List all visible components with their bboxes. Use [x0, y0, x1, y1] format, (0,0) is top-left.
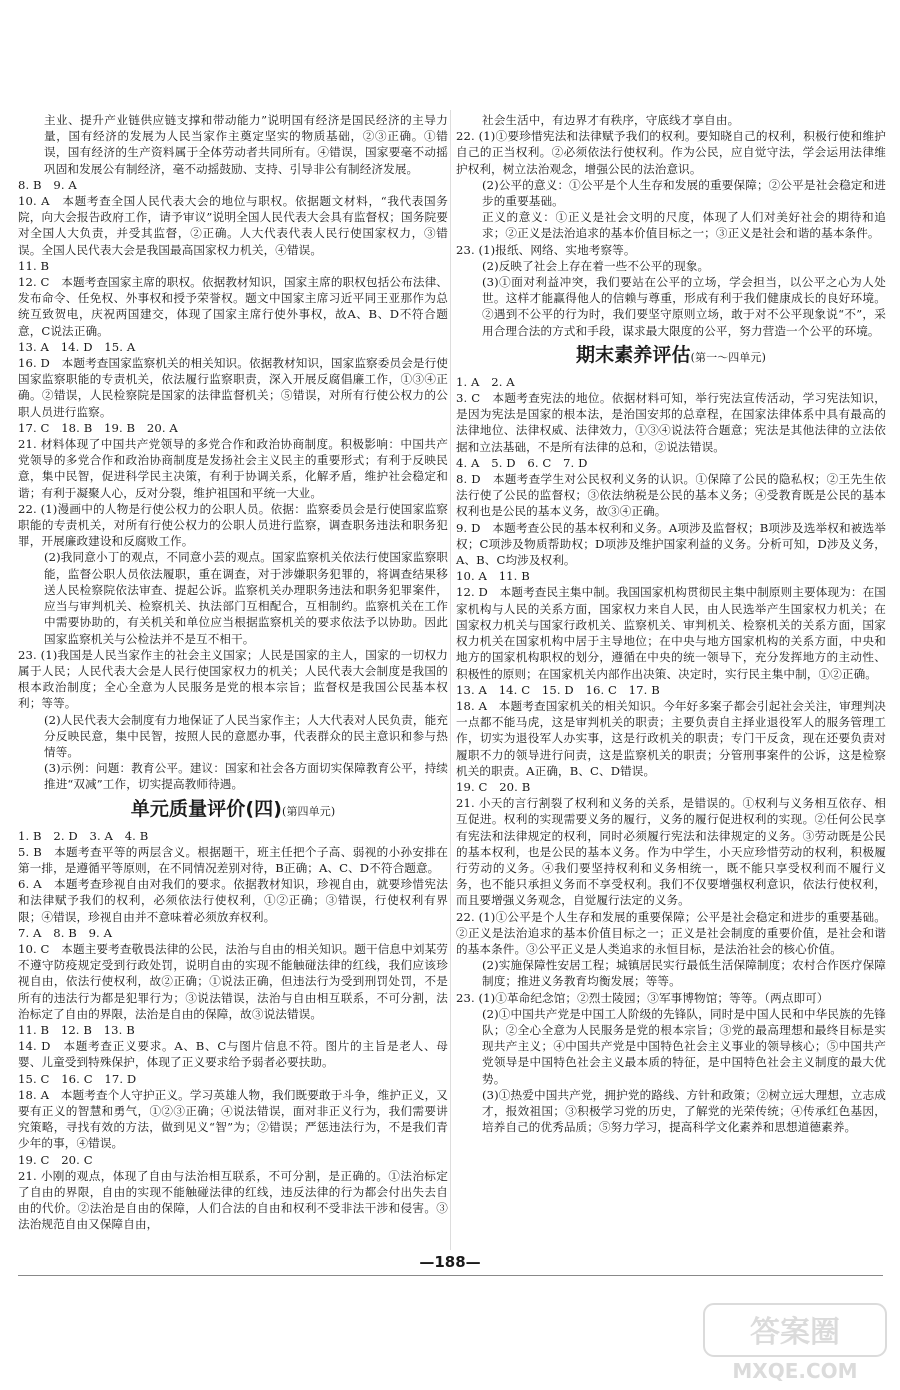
answer-paragraph: 9. D 本题考查公民的基本权利和义务。A项涉及监督权；B项涉及选举权和被选举权；C项涉及物质帮助权；D项涉及维护国家利益的义务。分析可知，D涉及义务，A、B、C均涉及权利。	[456, 520, 886, 568]
section-title: 单元质量评价(四)	[130, 797, 283, 820]
section-title: 期末素养评估	[576, 343, 691, 366]
answer-paragraph: 6. A 本题考查珍视自由对我们的要求。依据教材知识，珍视自由，就要珍惜宪法和法律赋予我们的权利，必须依法行使权利，①②正确；③错误，行使权利有界限；④错误，珍视自由并不意味着必须放弃权利。	[18, 877, 448, 924]
answer-paragraph: 7. A 8. B 9. A	[18, 925, 113, 940]
svg-text:MXQE.COM: MXQE.COM	[732, 1359, 858, 1383]
answer-paragraph: 1. B 2. D 3. A 4. B	[18, 828, 149, 843]
answer-paragraph: 23. (1)我国是人民当家作主的社会主义国家；人民是国家的主人，国家的一切权力属于人民；人民代表大会是人民行使国家权力的机关；人民代表大会制度是我国的根本政治制度；全心全意为人民服务是党的根本宗旨；监督权是我国公民基本权利；等等。	[18, 647, 448, 711]
section-subtitle: (第四单元)	[282, 804, 336, 818]
answer-paragraph: 21. 材料体现了中国共产党领导的多党合作和政治协商制度。积极影响：中国共产党领导的多党合作和政治协商制度是发扬社会主义民主的重要形式；有利于反映民意，集中民智，促进科学民主决策，有利于协调关系，化解矛盾，维护社会稳定和谐；有利于凝聚人心，反对分裂，维护祖国和平统一大业。	[18, 437, 448, 500]
answer-paragraph: (3)①面对利益冲突，我们要站在公平的立场，学会担当，以公平之心为人处世。这样才能赢得他人的信赖与尊重，形成有利于我们健康成长的良好环境。②遇到不公平的行为时，我们要坚守原则立场，敢于对不公平现象说“不”，采用合理合法的方式和手段，谋求最大限度的公平，努力营造一个公平的环境。	[482, 275, 886, 338]
answer-paragraph: 22. (1)漫画中的人物是行使公权力的公职人员。依据：监察委员会是行使国家监察职能的专责机关，对所有行使公权力的公职人员进行监察，调查职务违法和职务犯罪，开展廉政建设和反腐败工作。	[18, 501, 448, 549]
page-number: —188—	[419, 1253, 481, 1271]
column-divider	[450, 110, 451, 1250]
answer-paragraph: 社会生活中，有边界才有秩序，守底线才享自由。	[482, 113, 740, 127]
answer-paragraph: 3. C 本题考查宪法的地位。依据材料可知，举行宪法宣传活动，学习宪法知识，是因为宪法是国家的根本法，是治国安邦的总章程，在国家法律体系中具有最高的法律地位、法律权威、法律效力，①③④说法符合题意；宪法是其他法律的立法依据和立法基础，不是所有法律的总和，②说法错误。	[456, 391, 886, 454]
answer-paragraph: 主业、提升产业链供应链支撑和带动能力”说明国有经济是国民经济的主导力量，国有经济的发展为人民当家作主奠定坚实的物质基础，②③正确。①错误，国有经济的生产资料属于全体劳动者共同所有。④错误，国家要毫不动摇巩固和发展公有制经济，毫不动摇鼓励、支持、引导非公有制经济发展。	[44, 113, 448, 176]
answer-paragraph: (3)示例：问题：教育公平。建议：国家和社会各方面切实保障教育公平，持续推进“双减”工作，切实提高教师待遇。	[44, 761, 448, 792]
answer-paragraph: 22. (1)①公平是个人生存和发展的重要保障；公平是社会稳定和进步的重要基础。②正义是法治追求的基本价值目标之一；正义是社会制度的重要价值，是社会和谐的基本条件。③公平正义是人类追求的永恒目标，是法治社会的核心价值。	[456, 909, 886, 956]
answer-paragraph: 1. A 2. A	[456, 374, 515, 389]
answer-paragraph: 5. B 本题考查平等的两层含义。根据题干，班主任把个子高、弱视的小孙安排在第一排，是遵循平等原则，在不同情况差别对待，B正确；A、C、D不符合题意。	[18, 844, 448, 875]
answer-paragraph: 10. C 本题主要考查敬畏法律的公民，法治与自由的相关知识。题干信息中刘某劳不遵守防疫规定受到行政处罚，说明自由的实现不能触碰法律的红线，我们应该珍视自由，依法行使权利，故②正确；①说法正确，但违法行为受到刑罚处罚，不是所有的违法行为都是犯罪行为；③说法错误，法治与自由相互联系，不可分割，法治标定了自由的界限，法治是自由的保障，故③说法错误。	[18, 941, 448, 1021]
left-column	[18, 112, 448, 1233]
answer-paragraph: 21. 小天的言行割裂了权利和义务的关系，是错误的。①权利与义务相互依存、相互促进。权利的实现需要义务的履行，义务的履行促进权利的实现。②任何公民享有宪法和法律规定的权利，同时必须履行宪法和法律规定的义务。③劳动既是公民的基本权利，也是公民的基本义务。作为中学生，小天应珍惜劳动的权利，积极履行劳动的义务。④我们要坚持权利和义务相统一，既不能只享受权利而不履行义务，也不能只承担义务而不享受权利。我们不仅要增强权利意识，依法行使权利，而且要增强义务观念，自觉履行法定的义务。	[456, 796, 886, 908]
answer-paragraph: (2)我同意小丁的观点，不同意小芸的观点。国家监察机关依法行使国家监察职能，监督公职人员依法履职，重在调查，对于涉嫌职务犯罪的，将调查结果移送人民检察院依法审查、提起公诉。监察机关办理职务违法和职务犯罪案件，应当与审判机关、检察机关、执法部门互相配合，互相制约。监察机关在工作中需要协助的，有关机关和单位应当根据监察机关的要求依法予以协助。因此国家监察机关与公检法并不是互不相干。	[44, 550, 448, 646]
answer-paragraph: 4. A 5. D 6. C 7. D	[456, 455, 588, 470]
answer-paragraph: 19. C 20. B	[456, 779, 531, 794]
svg-text:答案圈: 答案圈	[750, 1315, 840, 1350]
answer-paragraph: 10. A 11. B	[456, 569, 530, 584]
answer-paragraph: 8. B 9. A	[18, 177, 77, 192]
answer-paragraph: (2)反映了社会上存在着一些不公平的现象。	[482, 258, 710, 273]
answer-paragraph: 10. A 本题考查全国人民代表大会的地位与职权。依据题文材料，“我代表国务院，向大会报告政府工作，请予审议”说明全国人民代表大会具有监督权；国务院要对全国人大负责，并受其监督，②正确。人大代表代表人民行使国家权力，③错误。全国人民代表大会是我国最高国家权力机关，④错误。	[18, 194, 448, 257]
answer-paragraph: 8. D 本题考查学生对公民权利义务的认识。①保障了公民的隐私权；②王先生依法行使了公民的监督权；③依法纳税是公民的基本义务；④受教育既是公民的基本权利也是公民的基本义务，故③④正确。	[456, 472, 886, 519]
answer-paragraph: 13. A 14. C 15. D 16. C 17. B	[456, 682, 660, 697]
answer-paragraph: 16. D 本题考查国家监察机关的相关知识。依据教材知识，国家监察委员会是行使国家监察职能的专责机关，依法履行监察职责，深入开展反腐倡廉工作，①③④正确。②错误，人民检察院是国家的法律监督机关；⑤错误，对所有行使公权力的公职人员进行监察。	[18, 356, 448, 419]
answer-paragraph: 18. A 本题考查国家机关的相关知识。今年好多案子都会引起社会关注，审理判决一点都不能马虎，这是审判机关的职责；主要负责自主择业退役军人的服务管理工作，切实为退役军人办实事，这是行政机关的职责；专门干反贪，现在还要负责对履职不力的领导进行问责，这是监察机关的职责；分管刑事案件的公诉，这是检察机关的职责。A正确，B、C、D错误。	[456, 698, 886, 778]
section-heading	[18, 795, 448, 826]
answer-paragraph: 12. D 本题考查民主集中制。我国国家机构贯彻民主集中制原则主要体现为：在国家机构与人民的关系方面，国家权力来自人民，由人民选举产生国家权力机关；在国家权力机关与国家行政机关、监察机关、审判机关、检察机关的关系方面，国家权力机关在国家机构中居于主导地位；在中央与地方国家机构的关系方面，中央和地方的国家机构职权的划分，遵循在中央的统一领导下，充分发挥地方的主动性、积极性的原则；在国家机关内部作出决策、决定时，实行民主集中制，①②正确。	[456, 585, 886, 681]
answer-paragraph: 11. B 12. B 13. B	[18, 1022, 135, 1037]
answer-paragraph: 11. B	[18, 258, 50, 273]
footer-rule	[18, 1275, 883, 1276]
answer-paragraph: 19. C 20. C	[18, 1152, 93, 1167]
watermark-logo	[700, 1300, 890, 1385]
answer-paragraph: 12. C 本题考查国家主席的职权。依据教材知识，国家主席的职权包括公布法律、发布命令、任免权、外事权和授予荣誉权。题文中国家主席习近平同王亚那作为总统互致贺电，庆祝两国建交，体现了国家主席行使外事权，故A、B、D不符合题意，C说法正确。	[18, 275, 448, 338]
answer-paragraph: 23. (1)报纸、网络、实地考察等。	[456, 242, 636, 257]
answer-paragraph: (2)人民代表大会制度有力地保证了人民当家作主；人大代表对人民负责，能充分反映民意，集中民智，按照人民的意愿办事，代表群众的民主意识和参与热情等。	[44, 712, 448, 759]
answer-paragraph: 14. D 本题考查正义要求。A、B、C与图片信息不符。图片的主旨是老人、母婴、儿童受到特殊保护，体现了正义要求给予弱者必要扶助。	[18, 1039, 448, 1070]
answer-paragraph: 15. C 16. C 17. D	[18, 1071, 137, 1086]
answer-paragraph: (3)①热爱中国共产党，拥护党的路线、方针和政策；②树立远大理想，立志成才，报效祖国；③积极学习党的历史，了解党的光荣传统；④传承红色基因，培养自己的优秀品质；⑤努力学习，提高科学文化素养和思想道德素养。	[482, 1087, 886, 1135]
right-column	[456, 112, 886, 1135]
answer-paragraph: 18. A 本题考查个人守护正义。学习英雄人物，我们既要敢于斗争，维护正义，又要有正义的智慧和勇气，①②③正确；④说法错误，面对非正义行为，我们需要讲究策略，寻找有效的方法，做到见义“智”为；②错误；严惩违法行为，不是我们青少年的事，④错误。	[18, 1087, 448, 1151]
answer-paragraph: (2)实施保障性安居工程；城镇居民实行最低生活保障制度；农村合作医疗保障制度；推进义务教育均衡发展；等等。	[482, 958, 886, 989]
section-heading	[456, 341, 886, 372]
answer-paragraph: (2)公平的意义：①公平是个人生存和发展的重要保障；②公平是社会稳定和进步的重要基础。	[482, 177, 886, 209]
section-subtitle: (第一～四单元)	[690, 350, 766, 364]
answer-paragraph: 22. (1)①要珍惜宪法和法律赋予我们的权利。要知晓自己的权利，积极行使和维护自己的正当权利。②必须依法行使权利。作为公民，应自觉守法，学会运用法律维护权利，树立法治观念，增强公民的法治意识。	[456, 129, 886, 176]
answer-paragraph: 正义的意义：①正义是社会文明的尺度，体现了人们对美好社会的期待和追求；②正义是法治追求的基本价值目标之一；③正义是社会和谐的基本条件。	[482, 210, 886, 241]
answer-paragraph: 23. (1)①革命纪念馆；②烈士陵园；③军事博物馆；等等。（两点即可）	[456, 990, 829, 1005]
answer-paragraph: 13. A 14. D 15. A	[18, 339, 136, 354]
answer-paragraph: 21. 小刚的观点，体现了自由与法治相互联系，不可分割，是正确的。①法治标定了自由的界限，自由的实现不能触碰法律的红线，违反法律的行为都会付出失去自由的代价。②法治是自由的保障，人们合法的自由和权利不受非法干涉和侵害。③法治规范自由又保障自由，	[18, 1168, 448, 1232]
answer-paragraph: (2)①中国共产党是中国工人阶级的先锋队，同时是中国人民和中华民族的先锋队；②全心全意为人民服务是党的根本宗旨；③党的最高理想和最终目标是实现共产主义；④中国共产党是中国特色社会主义事业的领导核心；⑤中国共产党领导是中国特色社会主义最本质的特征，是中国特色社会主义制度的最大优势。	[482, 1006, 886, 1086]
answer-paragraph: 17. C 18. B 19. B 20. A	[18, 420, 178, 435]
